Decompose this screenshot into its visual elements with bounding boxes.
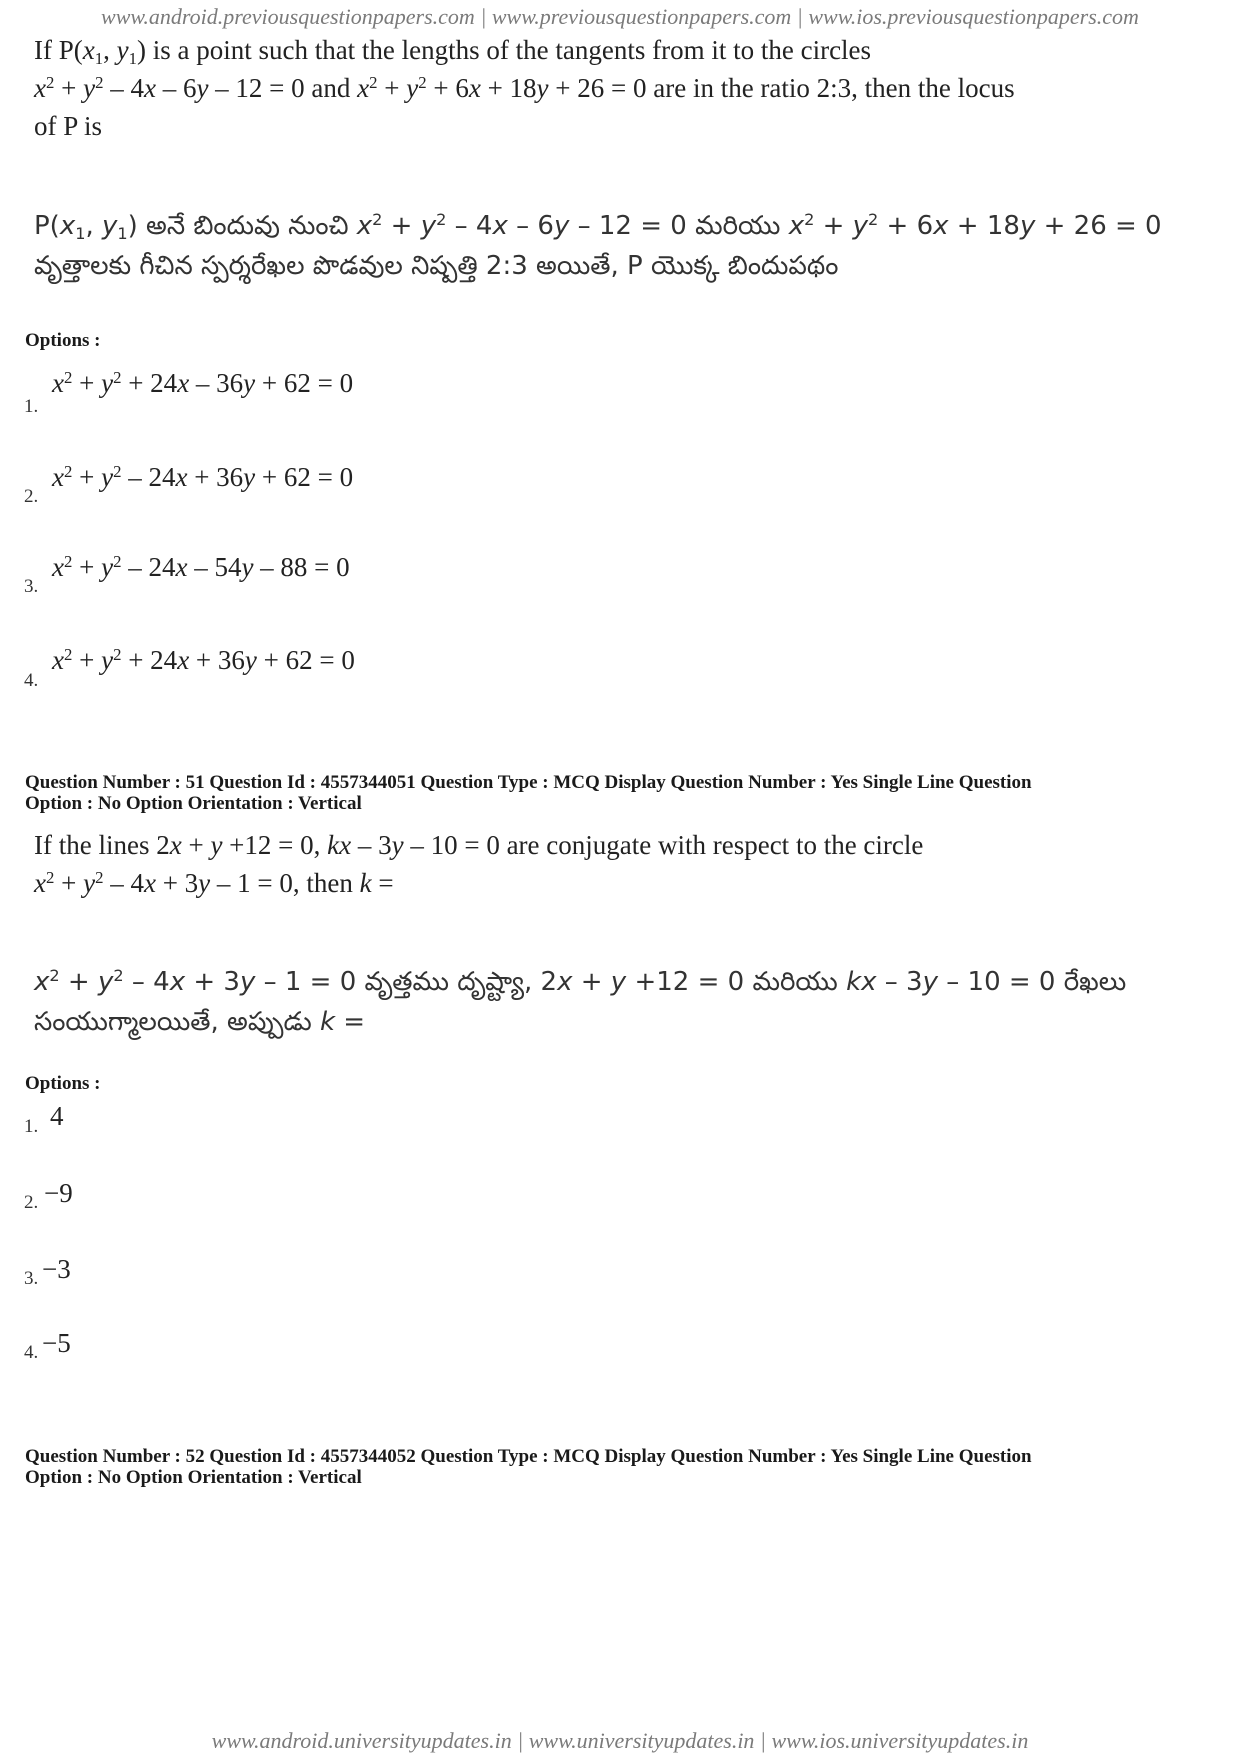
q50-option-4-number: 4. [24, 670, 39, 691]
header-watermark: www.android.previousquestionpapers.com | www.previousquestionpapers.com | www.ios.previousquestionpapers.com [101, 4, 1139, 29]
q51-option-3[interactable]: −3 [42, 1254, 71, 1284]
q51-meta-line-1: Question Number : 51 Question Id : 4557344051 Question Type : MCQ Display Question Number : Yes Single Line Question [25, 772, 1032, 793]
q50-options-label: Options : [25, 330, 101, 351]
q50-option-2-number: 2. [24, 486, 39, 507]
q51-text-telugu: $x^2 + y^2 - 4x + 3y - 1 = 0$ వృత్తము దృష్ట్యా, 2x + y +12 = 0 మరియు kx – 3y – 10 = 0 రేఖలు సంయుగ్మాలయితే, అప్పుడు k = [34, 966, 1127, 1037]
q51-option-2[interactable]: −9 [44, 1178, 73, 1208]
q51-options-label: Options : [25, 1073, 101, 1094]
q51-option-3-number: 3. [24, 1268, 39, 1289]
q51-option-2-number: 2. [24, 1192, 39, 1213]
q51-meta-line-2: Option : No Option Orientation : Vertical [25, 793, 362, 814]
q51-option-1[interactable]: 4 [50, 1101, 64, 1131]
q50-option-2[interactable]: $x^2 + y^2 - 24x + 36y + 62 = 0$ [52, 461, 354, 492]
q51-option-4-number: 4. [24, 1342, 39, 1363]
q50-text-english: If $P(x_1$, $y_1$) is a point such that the lengths of the tangents from it to the circles $x^2 + y^2 - 4x - 6y - 12 = 0$ and $x^2 + y^2 + 6x + 18y + 26 = 0$ are in the ratio 2:3, then the locus of P is [34, 35, 1015, 141]
q52-meta [25, 1446, 1225, 1488]
q52-meta-line-1: Question Number : 52 Question Id : 4557344052 Question Type : MCQ Display Question Number : Yes Single Line Question [25, 1446, 1032, 1467]
q52-meta-line-2: Option : No Option Orientation : Vertical [25, 1467, 362, 1488]
q50-option-4[interactable]: $x^2 + y^2 + 24x + 36y + 62 = 0$ [52, 644, 355, 675]
q50-option-3-number: 3. [24, 576, 39, 597]
q50-option-1-number: 1. [24, 396, 39, 417]
q50-option-3[interactable]: $x^2 + y^2 - 24x - 54y - 88 = 0$ [52, 551, 350, 582]
q51-meta [25, 772, 1225, 814]
q51-text-english: If the lines 2x + y +12 = 0, kx – 3y – 10 = 0 are conjugate with respect to the circle $x^2 + y^2 - 4x + 3y - 1 = 0$, then k = [34, 830, 924, 898]
footer-watermark: www.android.universityupdates.in | www.universityupdates.in | www.ios.universityupdates.in [211, 1728, 1029, 1753]
q50-option-1[interactable]: $x^2 + y^2 + 24x - 36y + 62 = 0$ [52, 367, 354, 398]
q51-option-4[interactable]: −5 [42, 1328, 71, 1358]
q51-option-1-number: 1. [24, 1116, 39, 1137]
q50-text-telugu: $P(x_1$, $y_1$) అనే బిందువు నుంచి $x^2 + y^2 - 4x - 6y - 12 = 0$ మరియు $x^2 + y^2 + 6x + 18y + 26 = 0$ వృత్తాలకు గీచిన స్పర్శరేఖల పొడవుల నిష్పత్తి 2:3 అయితే, P యొక్క బిందుపథం [34, 210, 1162, 281]
